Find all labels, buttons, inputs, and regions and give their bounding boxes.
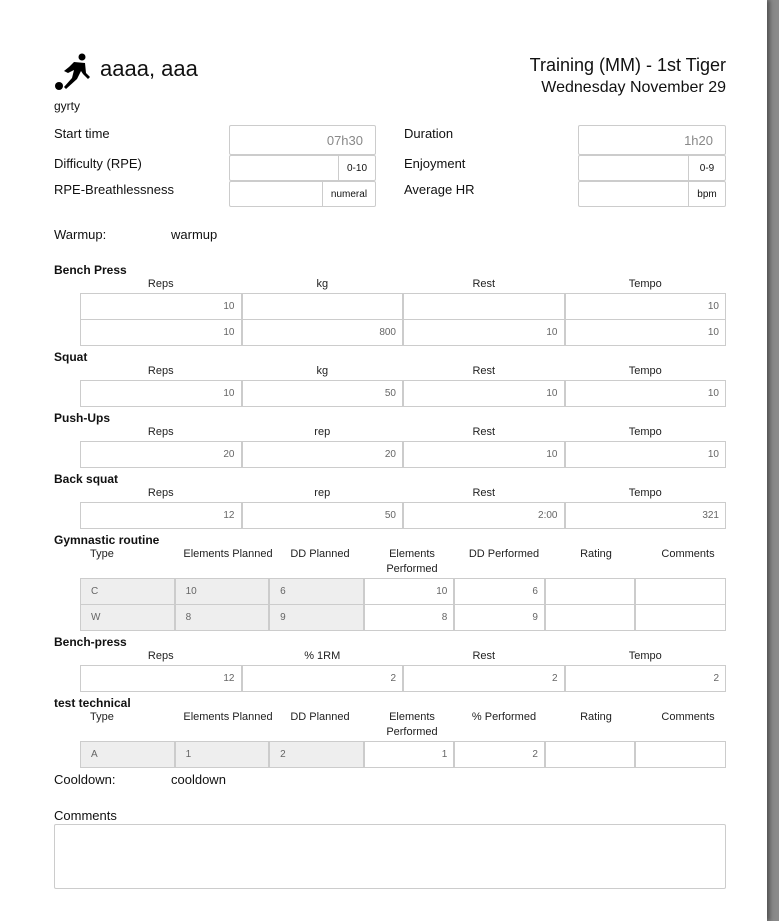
enjoyment-label: Enjoyment <box>404 156 466 171</box>
avg-hr-field[interactable] <box>578 181 726 207</box>
column-header: Rest <box>472 365 496 377</box>
column-headers <box>80 277 726 293</box>
table-row <box>80 380 726 407</box>
section-title: Gymnastic routine <box>54 533 160 547</box>
exercise-section <box>54 350 726 407</box>
column-header: % 1RM <box>304 650 341 662</box>
section-title: Push-Ups <box>54 411 111 425</box>
column-header: Rest <box>472 487 496 499</box>
table-cell[interactable]: 1 <box>365 742 454 767</box>
column-header: Elements Performed <box>386 548 438 575</box>
column-header: Tempo <box>628 365 662 377</box>
enjoyment-field[interactable] <box>578 155 726 181</box>
table-row <box>80 320 726 346</box>
table-rows <box>80 665 726 692</box>
session-title: Training (MM) - 1st Tiger <box>529 55 726 75</box>
table-cell[interactable] <box>636 742 725 767</box>
table-row <box>80 605 726 631</box>
table-cell[interactable]: 20 <box>243 442 403 467</box>
table-cell[interactable]: 12 <box>81 666 241 691</box>
table-cell[interactable]: 12 <box>81 503 241 528</box>
column-header: kg <box>316 278 329 290</box>
exercise-section <box>54 472 726 529</box>
table-cell: W <box>81 605 174 630</box>
table-cell: A <box>81 742 174 767</box>
column-header: Elements Planned <box>183 711 273 723</box>
column-header: Comments <box>661 711 715 723</box>
table-row <box>80 293 726 320</box>
avg-hr-unit: bpm <box>688 182 725 206</box>
table-cell[interactable]: 8 <box>365 605 454 630</box>
table-rows <box>80 293 726 346</box>
table-cell[interactable]: 50 <box>243 503 403 528</box>
table-rows <box>80 578 726 631</box>
table-cell[interactable] <box>243 294 403 319</box>
table-row <box>80 578 726 605</box>
comments-textarea[interactable] <box>54 824 726 889</box>
column-headers <box>80 547 726 578</box>
table-cell[interactable]: 50 <box>243 381 403 406</box>
table-cell: 8 <box>176 605 269 630</box>
column-header: rep <box>314 487 331 499</box>
column-header: Reps <box>147 650 174 662</box>
column-header: Type <box>90 711 114 723</box>
table-cell[interactable] <box>636 579 725 604</box>
session-date: Wednesday November 29 <box>541 79 726 96</box>
breathlessness-label: RPE-Breathlessness <box>54 182 174 197</box>
enjoyment-unit: 0-9 <box>688 156 725 180</box>
exercise-section <box>54 696 726 768</box>
table-cell[interactable] <box>636 605 725 630</box>
section-title: test technical <box>54 696 131 710</box>
exercise-sections <box>54 263 726 772</box>
column-header: Rest <box>472 650 496 662</box>
column-headers <box>80 486 726 502</box>
section-title: Bench-press <box>54 635 127 649</box>
column-headers <box>80 364 726 380</box>
table-cell: 10 <box>176 579 269 604</box>
column-header: Type <box>90 548 114 560</box>
column-header: Elements Planned <box>183 548 273 560</box>
warmup-label: Warmup: <box>54 227 107 242</box>
start-time-field[interactable]: 07h30 <box>229 125 376 155</box>
column-header: kg <box>316 365 329 377</box>
column-headers <box>80 710 726 741</box>
table-cell[interactable]: 2:00 <box>404 503 564 528</box>
cooldown-value: cooldown <box>171 772 226 787</box>
column-header: DD Planned <box>290 711 350 723</box>
table-cell[interactable]: 10 <box>365 579 454 604</box>
table-cell[interactable]: 321 <box>566 503 726 528</box>
table-rows <box>80 741 726 768</box>
table-cell: 1 <box>176 742 269 767</box>
group-name: gyrty <box>54 99 81 113</box>
table-cell[interactable] <box>404 294 564 319</box>
start-time-label: Start time <box>54 126 110 141</box>
column-header: DD Planned <box>290 548 350 560</box>
table-cell[interactable]: 2 <box>455 742 544 767</box>
column-header: Reps <box>147 365 174 377</box>
difficulty-unit: 0-10 <box>338 156 375 180</box>
column-header: Rating <box>580 711 612 723</box>
column-header: Tempo <box>628 426 662 438</box>
table-cell[interactable]: 10 <box>404 442 564 467</box>
table-cell[interactable]: 9 <box>455 605 544 630</box>
table-row <box>80 502 726 529</box>
column-header: Reps <box>147 426 174 438</box>
breathlessness-unit: numeral <box>322 182 375 206</box>
table-cell: 6 <box>270 579 363 604</box>
table-cell[interactable]: 10 <box>81 294 241 319</box>
table-cell[interactable]: 10 <box>566 320 726 345</box>
column-header: Rest <box>472 426 496 438</box>
column-header: Tempo <box>628 650 662 662</box>
warmup-value: warmup <box>171 227 218 242</box>
table-cell[interactable]: 10 <box>81 320 241 345</box>
column-header: rep <box>314 426 331 438</box>
soccer-player-icon <box>54 53 94 93</box>
column-header: Reps <box>147 487 174 499</box>
column-header: Rest <box>472 278 496 290</box>
column-header: % Performed <box>471 711 537 723</box>
table-cell[interactable]: 10 <box>81 381 241 406</box>
column-header: Elements Performed <box>386 711 438 738</box>
table-cell[interactable] <box>546 742 635 767</box>
table-cell[interactable]: 2 <box>404 666 564 691</box>
table-cell[interactable]: 20 <box>81 442 241 467</box>
column-header: Rating <box>580 548 612 560</box>
difficulty-label: Difficulty (RPE) <box>54 156 142 171</box>
column-header: Tempo <box>628 278 662 290</box>
section-title: Squat <box>54 350 88 364</box>
table-row <box>80 665 726 692</box>
column-header: DD Performed <box>468 548 540 560</box>
comments-label: Comments <box>54 808 117 823</box>
table-cell: C <box>81 579 174 604</box>
table-cell[interactable]: 2 <box>243 666 403 691</box>
table-cell[interactable]: 6 <box>455 579 544 604</box>
table-cell[interactable] <box>546 605 635 630</box>
duration-label: Duration <box>404 126 454 141</box>
breathlessness-field[interactable] <box>229 181 376 207</box>
column-header: Tempo <box>628 487 662 499</box>
table-cell[interactable]: 10 <box>566 381 726 406</box>
avg-hr-label: Average HR <box>404 182 475 197</box>
exercise-section <box>54 263 726 346</box>
table-cell[interactable]: 10 <box>566 442 726 467</box>
table-rows <box>80 380 726 407</box>
table-cell[interactable]: 10 <box>404 381 564 406</box>
athlete-name: aaaa, aaa <box>100 56 198 81</box>
column-headers <box>80 425 726 441</box>
table-row <box>80 441 726 468</box>
table-cell: 9 <box>270 605 363 630</box>
section-title: Bench Press <box>54 263 127 277</box>
column-headers <box>80 649 726 665</box>
difficulty-field[interactable] <box>229 155 376 181</box>
cooldown-label: Cooldown: <box>54 772 116 787</box>
table-cell: 2 <box>270 742 363 767</box>
section-title: Back squat <box>54 472 119 486</box>
table-cell[interactable] <box>546 579 635 604</box>
table-cell[interactable]: 2 <box>566 666 726 691</box>
table-cell[interactable]: 800 <box>243 320 403 345</box>
table-rows <box>80 502 726 529</box>
table-rows <box>80 441 726 468</box>
column-header: Comments <box>661 548 715 560</box>
table-cell[interactable]: 10 <box>404 320 564 345</box>
exercise-section <box>54 411 726 468</box>
exercise-section <box>54 533 726 631</box>
table-row <box>80 741 726 768</box>
duration-field[interactable]: 1h20 <box>578 125 726 155</box>
column-header: Reps <box>147 278 174 290</box>
exercise-section <box>54 635 726 692</box>
table-cell[interactable]: 10 <box>566 294 726 319</box>
